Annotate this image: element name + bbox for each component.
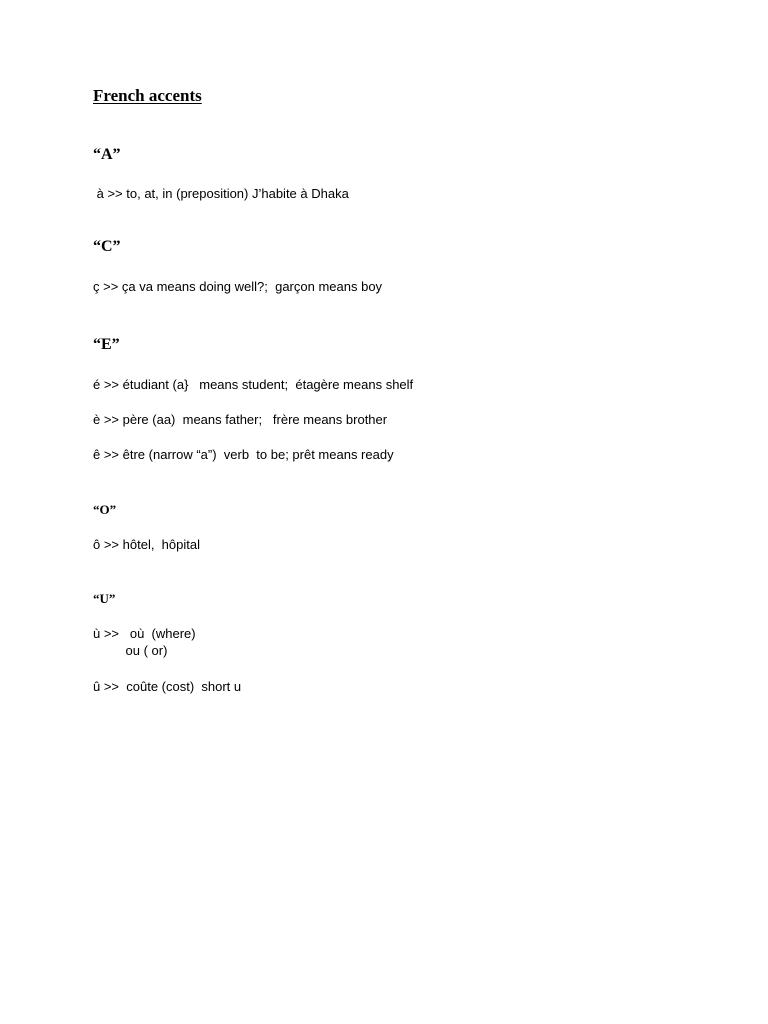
section-c-line-1: ç >> ça va means doing well?; garçon means boy bbox=[93, 279, 383, 294]
section-e-line-2: è >> père (aa) means father; frère means brother bbox=[93, 412, 388, 427]
section-a-line-1: à >> to, at, in (preposition) J’habite à Dhaka bbox=[93, 186, 349, 201]
section-heading-u: “U” bbox=[93, 591, 116, 606]
section-u-line-1: ù >> où (where) bbox=[93, 626, 196, 641]
section-heading-e: “E” bbox=[93, 336, 120, 353]
section-u-line-2: ou ( or) bbox=[93, 643, 168, 658]
section-heading-c: “C” bbox=[93, 238, 121, 255]
document-title: French accents bbox=[93, 86, 202, 105]
section-o-line-1: ô >> hôtel, hôpital bbox=[93, 537, 200, 552]
section-e-line-3: ê >> être (narrow “a”) verb to be; prêt means ready bbox=[93, 447, 394, 462]
section-heading-a: “A” bbox=[93, 146, 121, 163]
section-u-line-3: û >> coûte (cost) short u bbox=[93, 679, 242, 694]
section-heading-o: “O” bbox=[93, 502, 117, 517]
section-e-line-1: é >> étudiant (a} means student; étagère means shelf bbox=[93, 377, 414, 392]
